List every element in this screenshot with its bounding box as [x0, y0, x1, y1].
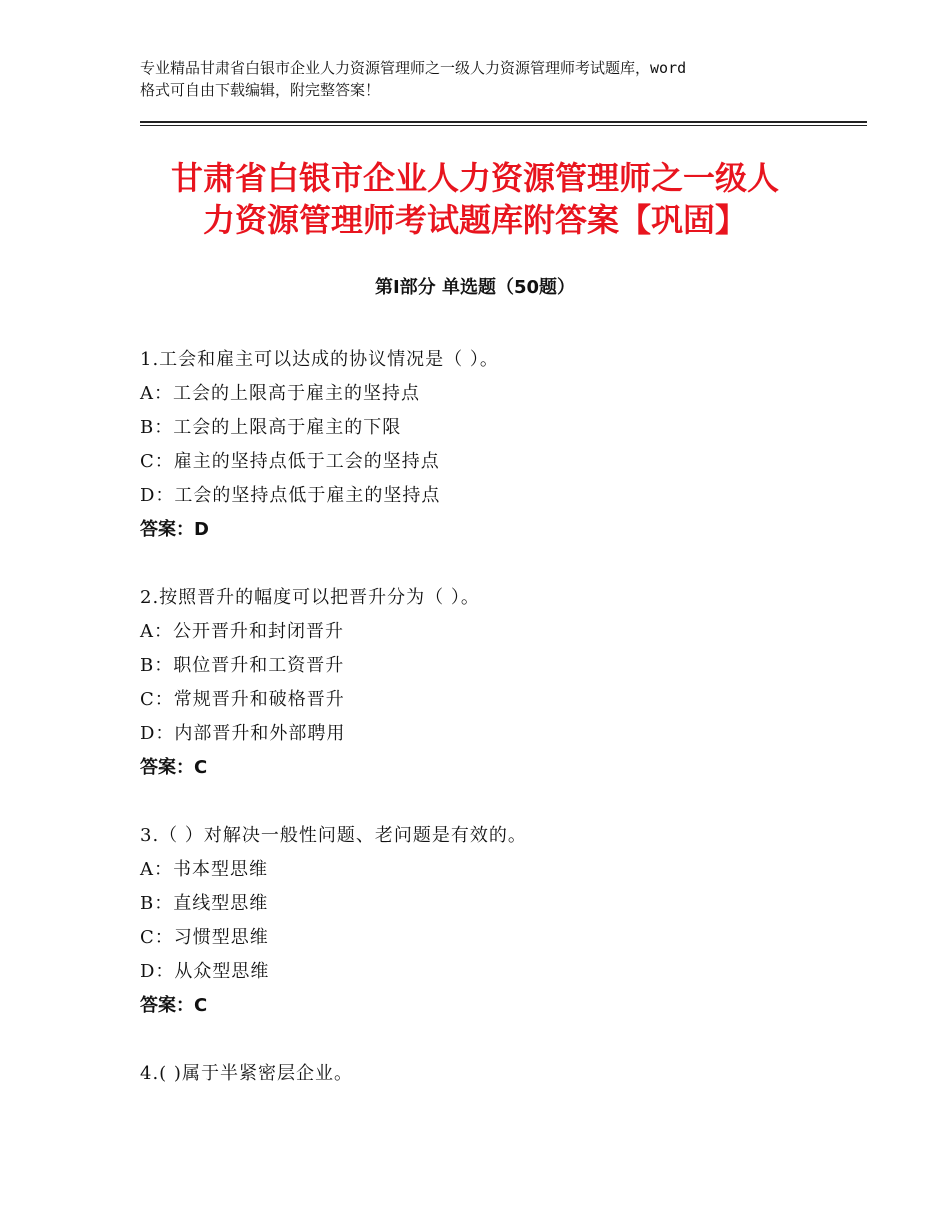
option-d: D：工会的坚持点低于雇主的坚持点 [140, 485, 441, 506]
question-2 [140, 581, 840, 785]
header-note-line-2: 格式可自由下载编辑，附完整答案！ [140, 81, 381, 99]
document-title-line-2: 力资源管理师考试题库附答案【巩固】 [202, 201, 747, 239]
option-c: C：雇主的坚持点低于工会的坚持点 [140, 451, 440, 472]
answer: 答案：C [140, 995, 208, 1016]
option-a: A：公开晋升和封闭晋升 [140, 621, 344, 642]
question-text: 1.工会和雇主可以达成的协议情况是（ ）。 [140, 349, 499, 370]
option-a: A：工会的上限高于雇主的坚持点 [140, 383, 420, 404]
answer: 答案：D [140, 519, 209, 540]
option-c: C：常规晋升和破格晋升 [140, 689, 345, 710]
document-title-line-1: 甘肃省白银市企业人力资源管理师之一级人 [170, 159, 779, 197]
header-note-line-1: 专业精品甘肃省白银市企业人力资源管理师之一级人力资源管理师考试题库，word [140, 59, 687, 77]
question-text: 2.按照晋升的幅度可以把晋升分为（ ）。 [140, 587, 480, 608]
question-1 [140, 343, 840, 547]
option-d: D：内部晋升和外部聘用 [140, 723, 346, 744]
option-b: B：直线型思维 [140, 893, 269, 914]
option-a: A：书本型思维 [140, 859, 268, 880]
header-note [140, 57, 830, 101]
document-title [130, 157, 820, 241]
option-b: B：工会的上限高于雇主的下限 [140, 417, 402, 438]
section-heading: 第Ⅰ部分 单选题（50题） [374, 277, 575, 298]
answer: 答案：C [140, 757, 208, 778]
header-rule-thin [140, 125, 867, 126]
option-c: C：习惯型思维 [140, 927, 269, 948]
question-list [140, 343, 840, 1091]
header-rule-thick [140, 121, 867, 123]
option-b: B：职位晋升和工资晋升 [140, 655, 345, 676]
question-3 [140, 819, 840, 1023]
question-text: 3.（ ）对解决一般性问题、老问题是有效的。 [140, 825, 527, 846]
question-4 [140, 1057, 840, 1091]
question-text: 4.( )属于半紧密层企业。 [140, 1063, 353, 1084]
option-d: D：从众型思维 [140, 961, 270, 982]
